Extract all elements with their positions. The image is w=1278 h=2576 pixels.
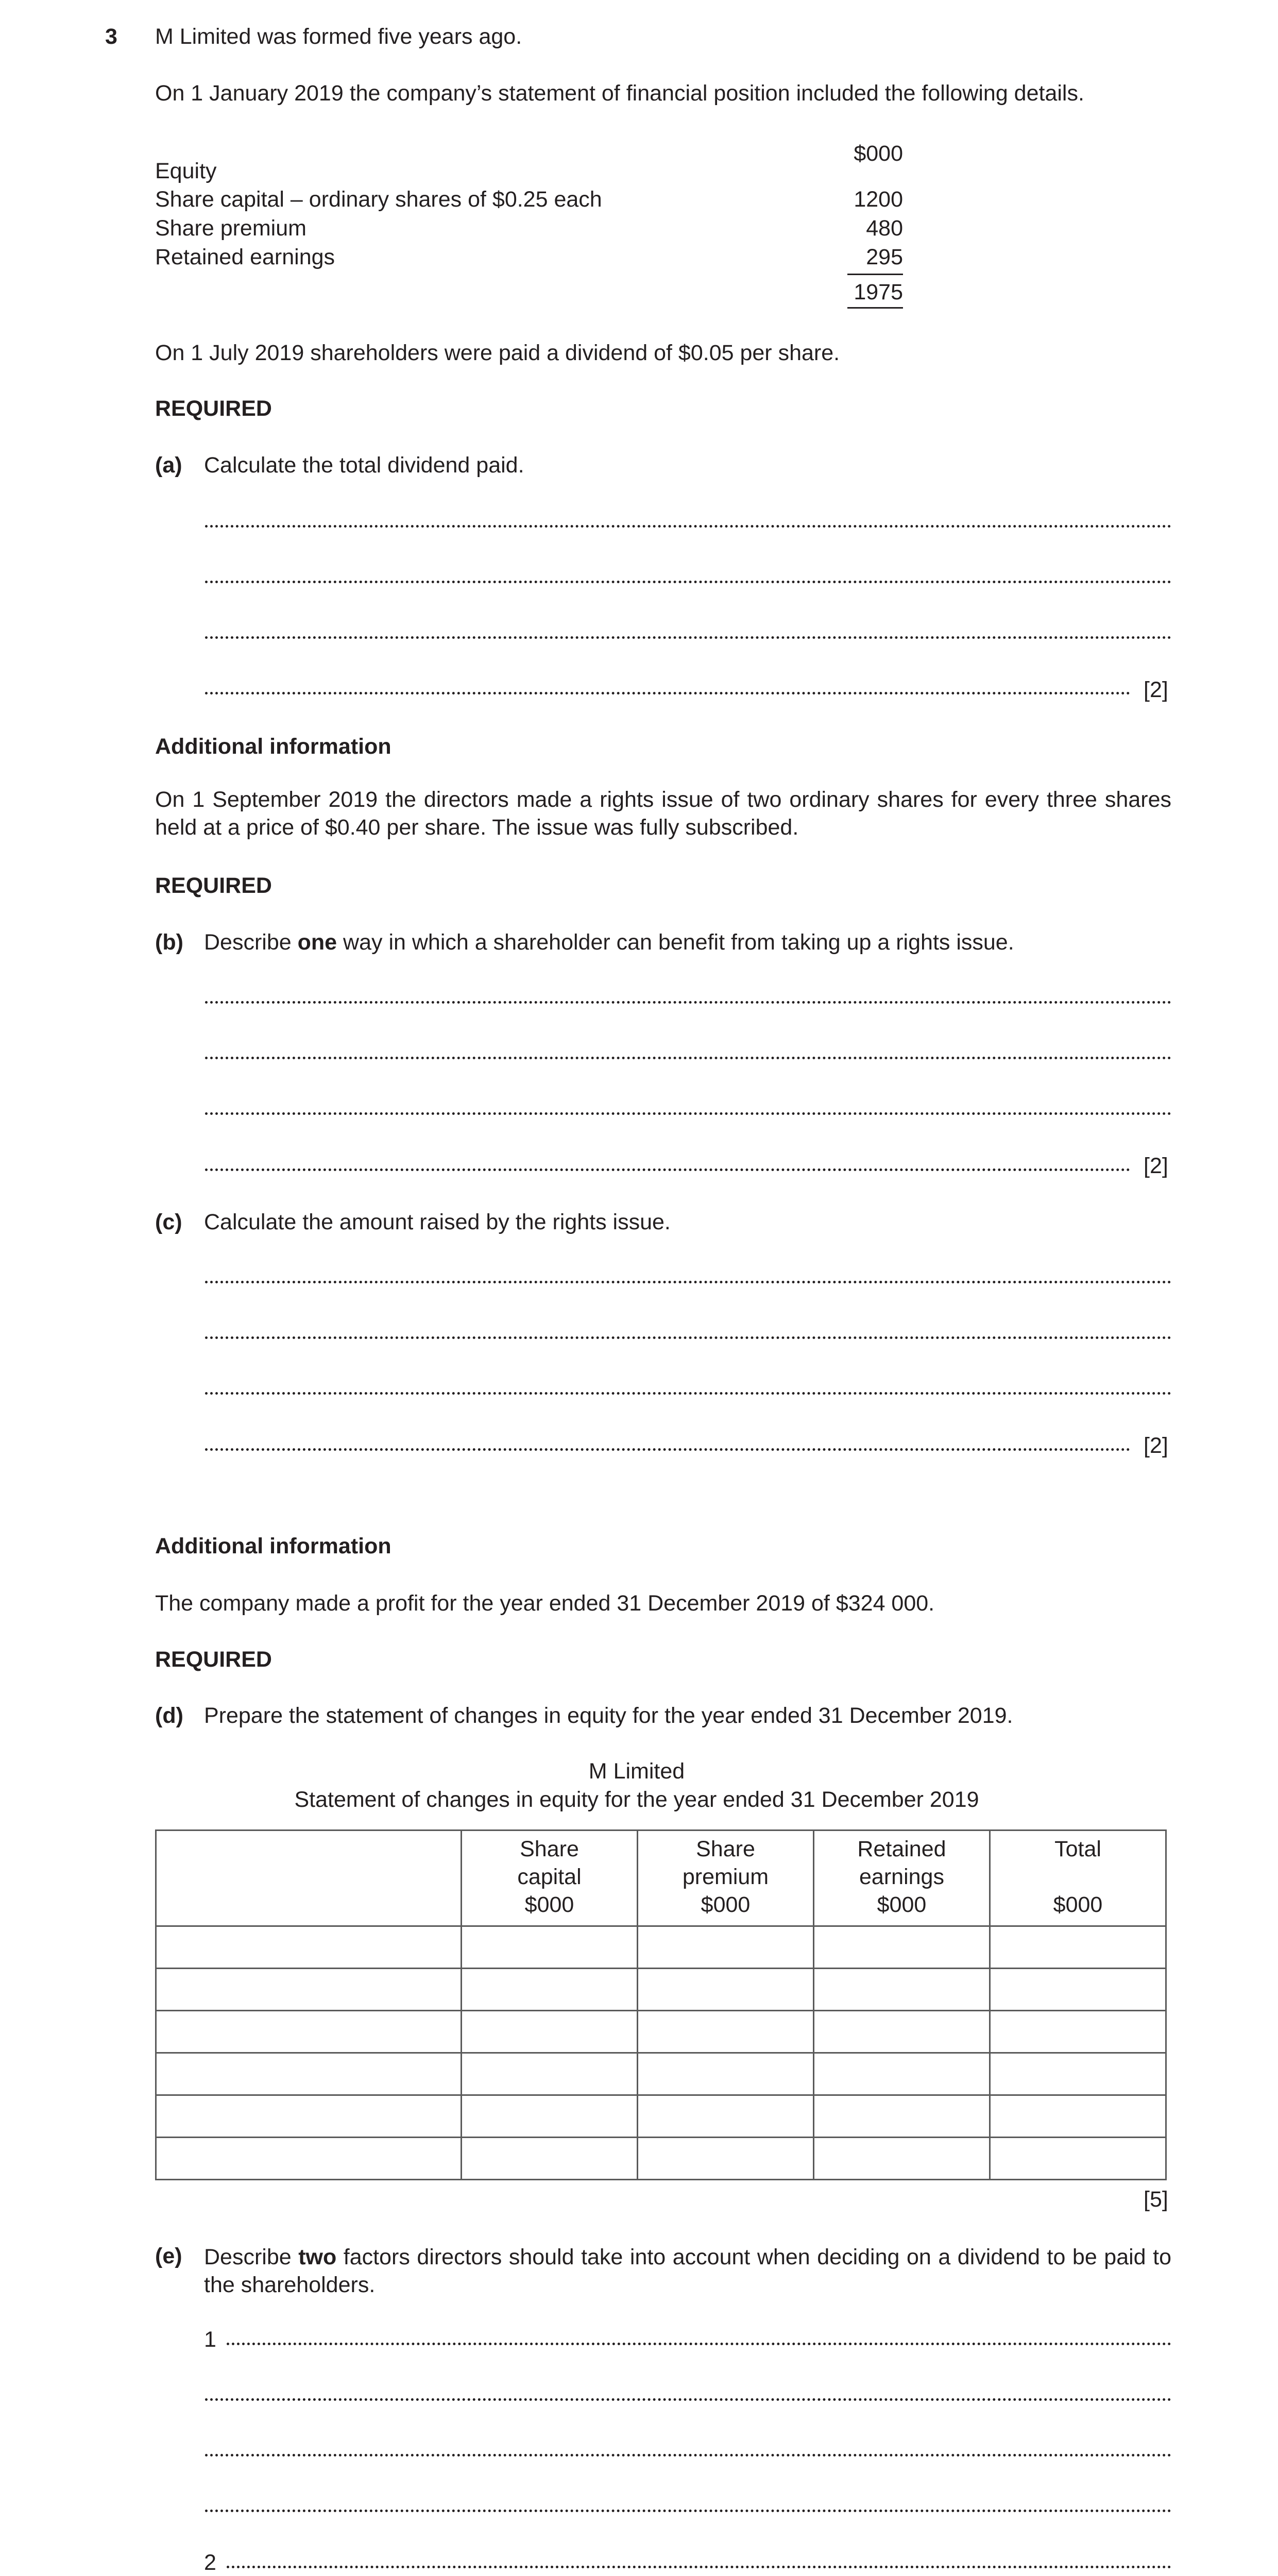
answer-line[interactable] (205, 636, 1171, 639)
answer-line[interactable] (205, 1112, 1171, 1115)
table-cell[interactable] (990, 1926, 1166, 1969)
table-cell[interactable] (814, 1969, 990, 2011)
sofp-row-label: Share capital – ordinary shares of $0.25 each (155, 187, 602, 212)
part-c-label: (c) (155, 1210, 182, 1234)
table-cell[interactable] (156, 2138, 462, 2180)
table-row (156, 2095, 1166, 2138)
table-cell[interactable] (638, 1969, 814, 2011)
part-d-label: (d) (155, 1703, 183, 1728)
table-cell[interactable] (990, 2138, 1166, 2180)
table-cell[interactable] (814, 2053, 990, 2095)
table-cell[interactable] (990, 2095, 1166, 2138)
table-cell[interactable] (990, 2053, 1166, 2095)
table-row (156, 1926, 1166, 1969)
part-b-text: Describe one way in which a shareholder can benefit from taking up a rights issue. (204, 930, 1014, 955)
changes-in-equity-table (155, 1829, 1167, 2180)
answer-line[interactable] (205, 1281, 1171, 1283)
table-header-blank (156, 1831, 462, 1926)
marks-d: [5] (1144, 2187, 1168, 2212)
additional-info-heading: Additional information (155, 734, 391, 759)
table-cell[interactable] (156, 2053, 462, 2095)
table-cell[interactable] (814, 2011, 990, 2053)
table-row (156, 2053, 1166, 2095)
table-cell[interactable] (156, 1926, 462, 1969)
table-cell[interactable] (156, 2095, 462, 2138)
dividend-note: On 1 July 2019 shareholders were paid a dividend of $0.05 per share. (155, 341, 840, 365)
additional-info-heading: Additional information (155, 1534, 391, 1558)
required-heading: REQUIRED (155, 1647, 272, 1672)
position-intro: On 1 January 2019 the company’s statement of financial position included the following details. (155, 81, 1084, 106)
table-row (156, 2138, 1166, 2180)
part-b-label: (b) (155, 930, 183, 955)
column-header-retained-earnings: Retained earnings $000 (814, 1831, 990, 1926)
part-a-text: Calculate the total dividend paid. (204, 453, 524, 478)
column-header-total: Total $000 (990, 1831, 1166, 1926)
marks-b: [2] (1144, 1154, 1168, 1178)
table-cell[interactable] (814, 2138, 990, 2180)
answer-line[interactable] (205, 1001, 1171, 1004)
sofp-total: 1975 (854, 280, 903, 304)
sofp-row-value: 480 (866, 216, 903, 241)
sofp-row-value: 1200 (854, 187, 903, 212)
answer-line[interactable] (205, 2454, 1171, 2456)
sofp-row-label: Retained earnings (155, 245, 335, 269)
rights-issue-info: On 1 September 2019 the directors made a rights issue of two ordinary shares for every three shares held at a price of $0.40 per share. The issue was fully subscribed. (155, 787, 1171, 840)
question-intro: M Limited was formed five years ago. (155, 24, 522, 49)
table-cell[interactable] (638, 2053, 814, 2095)
table-cell[interactable] (638, 2138, 814, 2180)
answer-line[interactable] (205, 525, 1171, 528)
part-e-text: Describe two factors directors should take into account when deciding on a dividend to be paid to the shareholders. (204, 2245, 1171, 2297)
table-cell[interactable] (156, 1969, 462, 2011)
sofp-column-header: $000 (854, 141, 903, 166)
subtotal-rule (847, 274, 903, 275)
answer-line[interactable] (205, 1448, 1130, 1451)
factor-number: 1 (204, 2327, 216, 2352)
marks-a: [2] (1144, 677, 1168, 702)
table-cell[interactable] (638, 2095, 814, 2138)
required-heading: REQUIRED (155, 873, 272, 898)
table-cell[interactable] (156, 2011, 462, 2053)
part-a-label: (a) (155, 453, 182, 478)
answer-line[interactable] (205, 692, 1130, 694)
part-c-text: Calculate the amount raised by the rights issue. (204, 1210, 671, 1234)
table-cell[interactable] (990, 2011, 1166, 2053)
table-cell[interactable] (814, 1926, 990, 1969)
table-cell[interactable] (462, 1926, 638, 1969)
answer-line[interactable] (205, 1057, 1171, 1059)
sofp-row-label: Share premium (155, 216, 306, 241)
column-header-share-capital: Share capital $000 (462, 1831, 638, 1926)
column-header-share-premium: Share premium $000 (638, 1831, 814, 1926)
answer-line[interactable] (205, 581, 1171, 583)
table-cell[interactable] (638, 1926, 814, 1969)
table-cell[interactable] (638, 2011, 814, 2053)
table-cell[interactable] (990, 1969, 1166, 2011)
table-cell[interactable] (814, 2095, 990, 2138)
answer-line[interactable] (205, 1168, 1130, 1171)
table-cell[interactable] (462, 2011, 638, 2053)
table-cell[interactable] (462, 2138, 638, 2180)
answer-line[interactable] (227, 2343, 1171, 2345)
profit-info: The company made a profit for the year ended 31 December 2019 of $324 000. (155, 1591, 935, 1616)
answer-line[interactable] (205, 2398, 1171, 2401)
answer-line[interactable] (227, 2566, 1171, 2568)
table-row (156, 2011, 1166, 2053)
table-title: M Limited (588, 1759, 685, 1784)
total-rule (847, 307, 903, 309)
sofp-row-value: 295 (866, 245, 903, 269)
part-d-text: Prepare the statement of changes in equity for the year ended 31 December 2019. (204, 1703, 1013, 1728)
table-cell[interactable] (462, 2053, 638, 2095)
question-number: 3 (105, 24, 117, 49)
table-header-row (156, 1831, 1166, 1926)
factor-number: 2 (204, 2550, 216, 2575)
table-cell[interactable] (462, 2095, 638, 2138)
part-e-label: (e) (155, 2244, 182, 2268)
answer-line[interactable] (205, 1392, 1171, 1395)
table-cell[interactable] (462, 1969, 638, 2011)
table-row (156, 1969, 1166, 2011)
sofp-heading: Equity (155, 159, 217, 183)
answer-line[interactable] (205, 2510, 1171, 2512)
answer-line[interactable] (205, 1336, 1171, 1339)
required-heading: REQUIRED (155, 396, 272, 421)
marks-c: [2] (1144, 1433, 1168, 1458)
table-subtitle: Statement of changes in equity for the year ended 31 December 2019 (294, 1787, 979, 1812)
